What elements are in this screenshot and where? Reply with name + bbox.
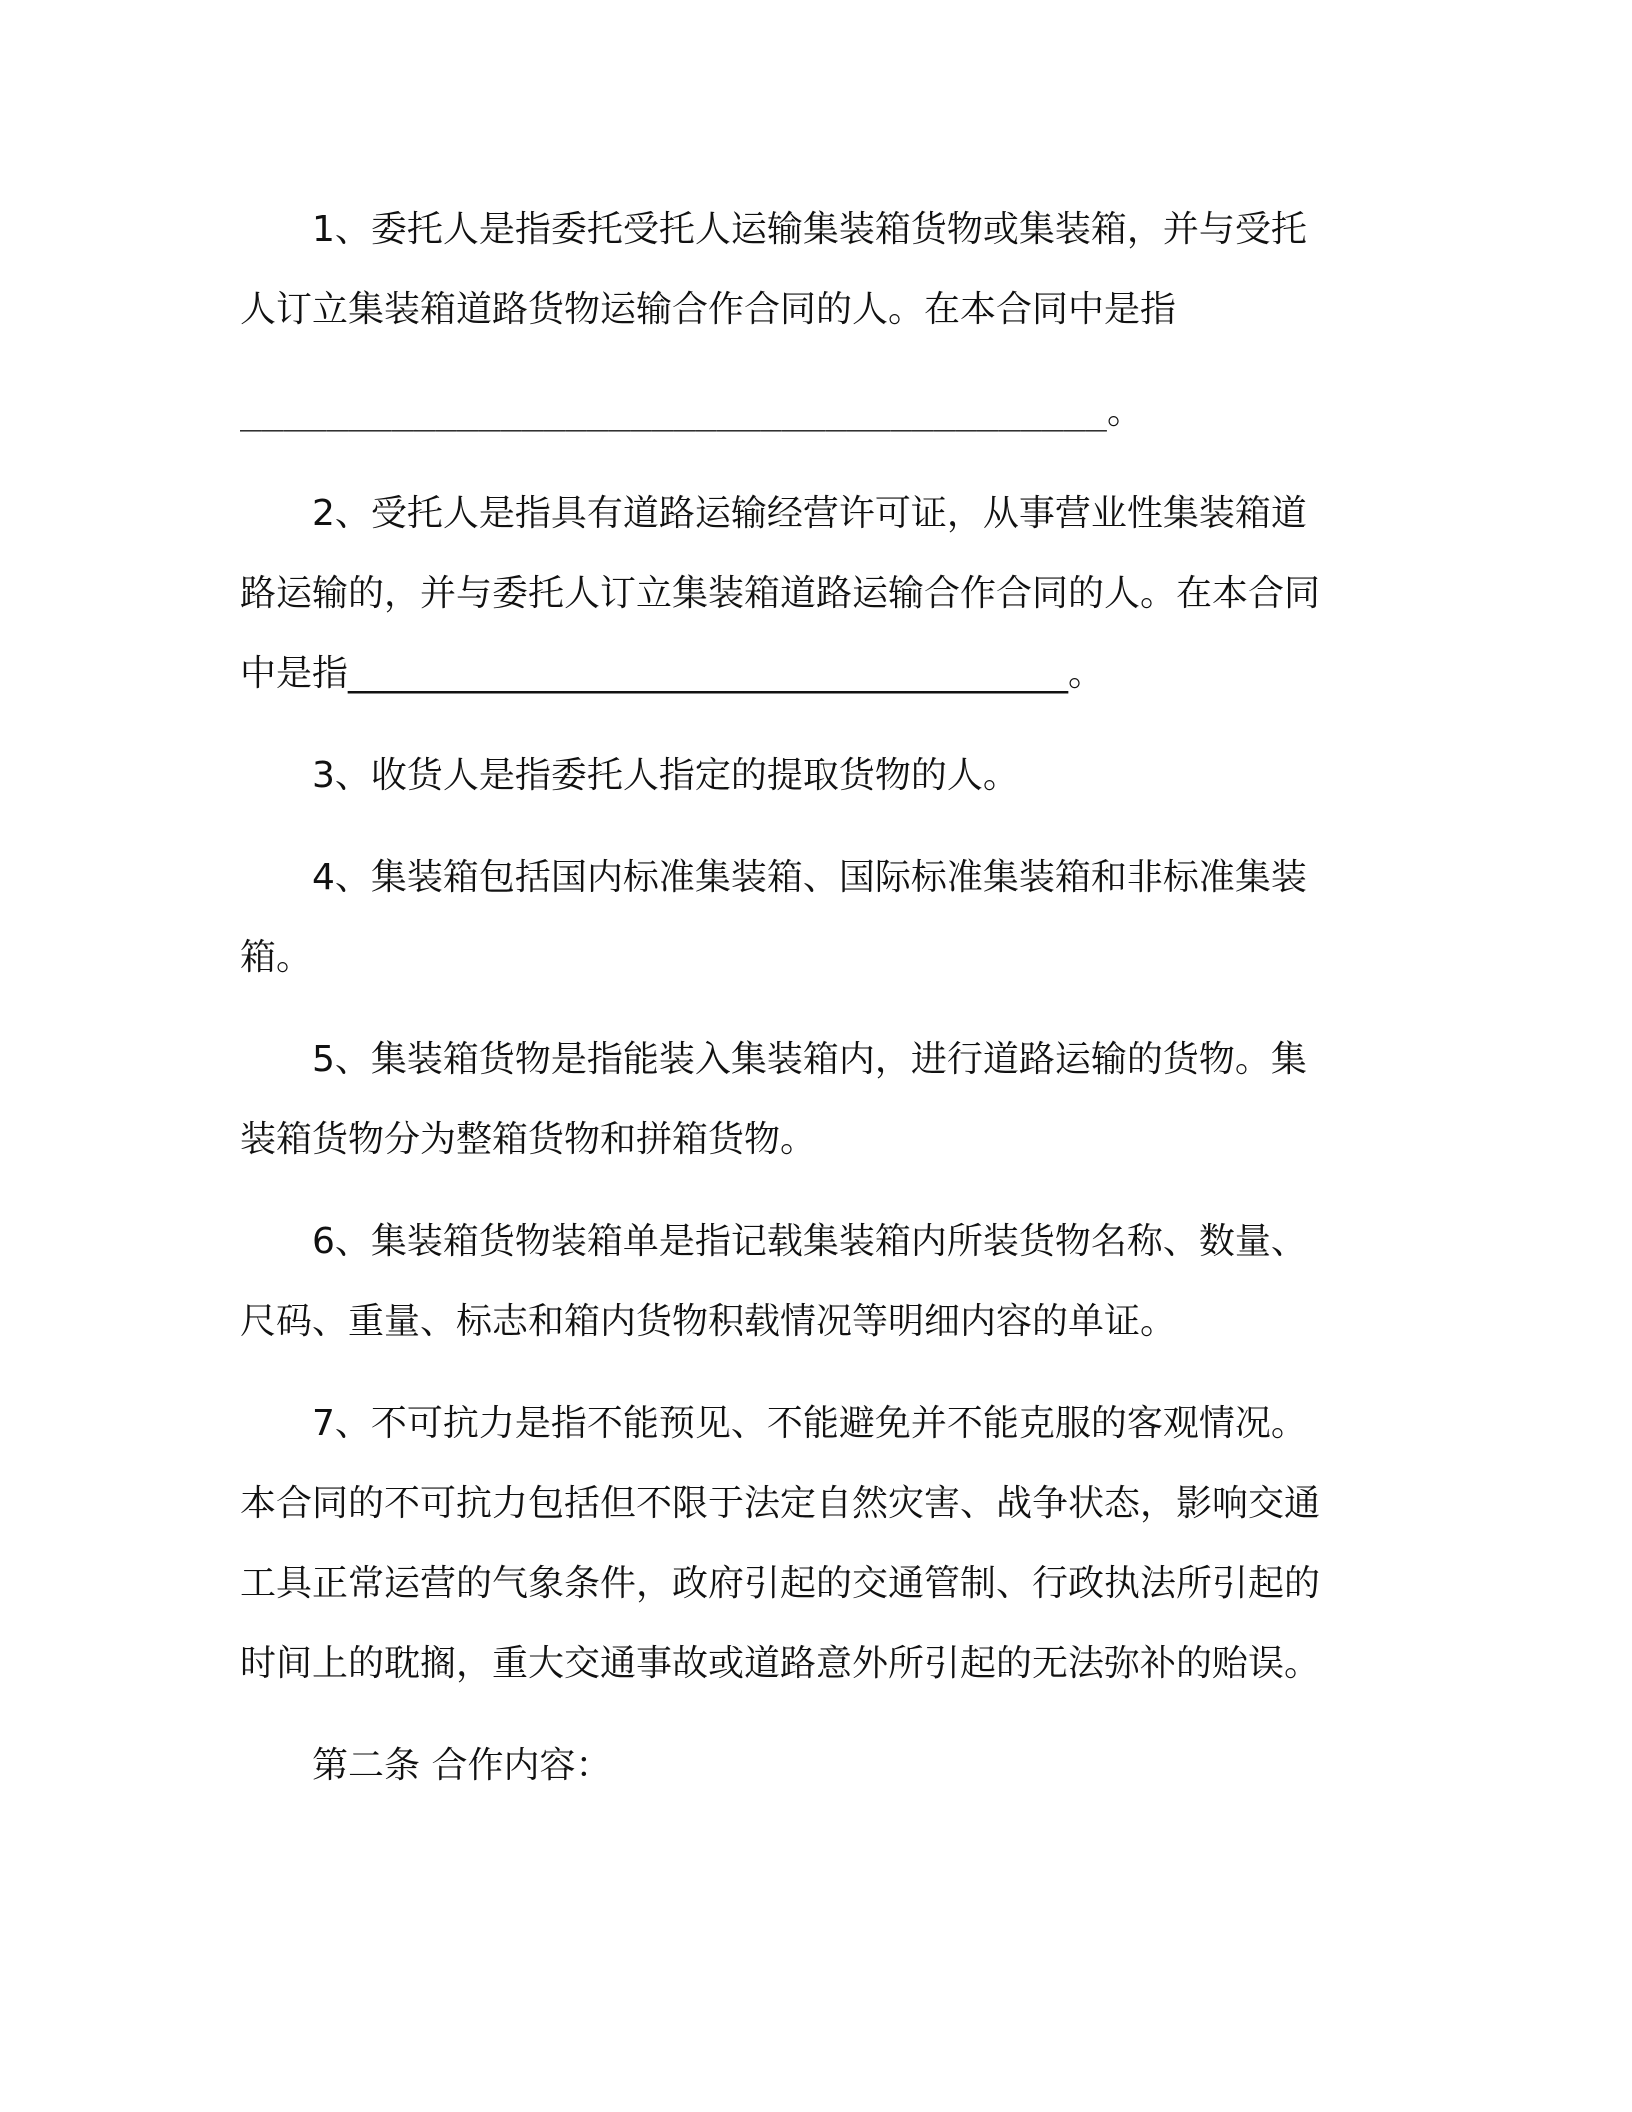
paragraph-6-line-2: 尺码、重量、标志和箱内货物积载情况等明细内容的单证。 <box>240 1301 1177 1342</box>
fill-in-blank-principal: ________________________________________。 <box>240 391 1143 432</box>
paragraph-1 <box>240 190 1360 350</box>
document-body <box>240 190 1360 1828</box>
paragraph-1-blank <box>240 372 1360 452</box>
paragraph-2-line-1: 2、受托人是指具有道路运输经营许可证，从事营业性集装箱道 <box>312 493 1307 534</box>
paragraph-6-line-1: 6、集装箱货物装箱单是指记载集装箱内所装货物名称、数量、 <box>312 1221 1307 1262</box>
paragraph-4-line-1: 4、集装箱包括国内标准集装箱、国际标准集装箱和非标准集装 <box>312 857 1307 898</box>
paragraph-3 <box>240 736 1360 816</box>
paragraph-4 <box>240 838 1360 998</box>
paragraph-7-line-3: 工具正常运营的气象条件，政府引起的交通管制、行政执法所引起的 <box>240 1563 1321 1604</box>
paragraph-4-line-2: 箱。 <box>240 937 313 978</box>
paragraph-5 <box>240 1020 1360 1180</box>
section-heading-text: 第二条 合作内容： <box>312 1745 612 1786</box>
paragraph-7-line-2: 本合同的不可抗力包括但不限于法定自然灾害、战争状态，影响交通 <box>240 1483 1321 1524</box>
paragraph-1-line-1: 1、委托人是指委托受托人运输集装箱货物或集装箱，并与受托 <box>312 209 1307 250</box>
paragraph-5-line-1: 5、集装箱货物是指能装入集装箱内，进行道路运输的货物。集 <box>312 1039 1307 1080</box>
paragraph-2-line-3: 中是指________________________________________。 <box>240 653 1105 694</box>
paragraph-1-line-2: 人订立集装箱道路货物运输合作合同的人。在本合同中是指 <box>240 289 1177 330</box>
paragraph-3-line-1: 3、收货人是指委托人指定的提取货物的人。 <box>312 755 1019 796</box>
paragraph-2 <box>240 474 1360 714</box>
paragraph-5-line-2: 装箱货物分为整箱货物和拼箱货物。 <box>240 1119 817 1160</box>
paragraph-7-line-1: 7、不可抗力是指不能预见、不能避免并不能克服的客观情况。 <box>312 1403 1307 1444</box>
paragraph-2-line-2: 路运输的，并与委托人订立集装箱道路运输合作合同的人。在本合同 <box>240 573 1321 614</box>
section-heading <box>240 1726 1360 1806</box>
paragraph-6 <box>240 1202 1360 1362</box>
paragraph-7 <box>240 1384 1360 1704</box>
paragraph-7-line-4: 时间上的耽搁，重大交通事故或道路意外所引起的无法弥补的贻误。 <box>240 1643 1321 1684</box>
